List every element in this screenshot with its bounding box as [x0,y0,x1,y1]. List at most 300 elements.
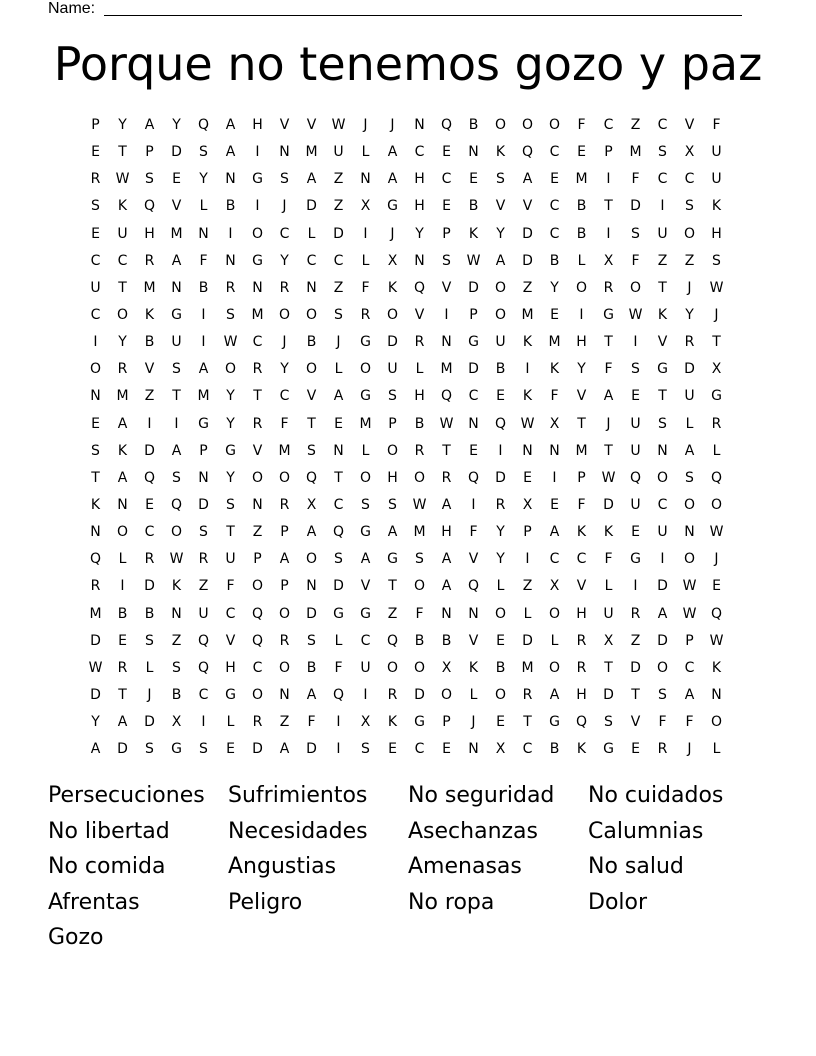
grid-letter: N [522,442,533,459]
grid-letter: S [172,659,181,676]
grid-letter: K [387,714,398,731]
grid-letter: E [442,198,451,215]
grid-letter: R [90,578,101,595]
grid-letter: W [88,659,103,676]
page-title: Porque no tenemos gozo y paz [53,37,763,91]
grid-letter: O [494,117,507,133]
grid-letter: H [144,225,155,242]
grid-letter: Q [197,117,210,133]
grid-row [82,655,730,682]
grid-letter: D [657,632,668,649]
grid-letter: Q [251,605,264,622]
grid-letter: D [495,469,506,486]
grid-letter: B [144,605,155,622]
word-list-item: Persecuciones [48,783,205,808]
grid-letter: V [495,198,506,215]
grid-letter: U [117,225,128,242]
grid-letter: M [305,144,318,161]
grid-letter: H [225,659,236,676]
grid-letter: V [441,279,452,296]
grid-letter: X [603,252,614,269]
grid-letter: L [712,442,721,459]
grid-letter: X [441,659,452,676]
grid-letter: Q [332,524,345,541]
grid-letter: V [360,578,371,595]
grid-letter: O [656,659,669,676]
grid-letter: U [90,279,101,296]
grid-letter: W [223,334,238,351]
grid-letter: U [603,605,614,622]
grid-letter: D [333,225,344,242]
grid-letter: M [170,225,183,242]
grid-letter: F [604,361,613,378]
grid-letter: O [440,686,453,703]
grid-letter: S [145,632,154,649]
grid-letter: S [226,306,235,323]
grid-letter: V [630,714,641,731]
grid-letter: H [711,225,722,242]
grid-letter: L [415,361,424,378]
grid-letter: Q [251,632,264,649]
grid-letter: G [549,714,560,731]
grid-letter: M [359,415,372,432]
grid-letter: V [576,388,587,405]
grid-letter: A [279,741,290,758]
grid-letter: M [197,388,210,405]
grid-letter: N [90,388,101,405]
grid-letter: V [144,361,155,378]
grid-letter: C [225,605,236,622]
grid-letter: O [116,524,129,541]
grid-letter: O [170,524,183,541]
grid-letter: O [683,225,696,242]
grid-letter: S [442,252,451,269]
grid-letter: B [576,198,587,215]
grid-letter: A [360,551,371,568]
grid-letter: M [413,524,426,541]
grid-letter: I [228,225,233,242]
grid-letter: S [199,144,208,161]
grid-letter: R [144,252,155,269]
grid-letter: C [549,225,560,242]
grid-letter: Y [415,225,424,242]
grid-letter: E [550,171,559,188]
grid-letter: U [387,361,398,378]
grid-row [82,709,730,736]
grid-letter: A [387,524,398,541]
grid-letter: E [631,388,640,405]
grid-letter: D [252,741,263,758]
grid-letter: R [603,279,614,296]
grid-letter: A [441,551,452,568]
grid-letter: M [440,361,453,378]
grid-letter: V [306,117,317,133]
grid-letter: T [307,415,316,432]
grid-letter: T [658,279,667,296]
grid-letter: N [414,252,425,269]
grid-letter: I [471,496,476,513]
grid-letter: O [278,306,291,323]
grid-letter: S [712,252,721,269]
grid-letter: P [577,469,586,486]
grid-letter: T [118,279,127,296]
grid-letter: Q [413,279,426,296]
grid-letter: O [278,605,291,622]
grid-letter: G [333,605,344,622]
grid-letter: A [603,388,614,405]
grid-letter: N [468,741,479,758]
word-list-item: Asechanzas [408,818,539,844]
grid-letter: C [117,252,128,269]
grid-letter: U [630,415,641,432]
grid-letter: Q [386,632,399,649]
grid-letter: H [414,388,425,405]
grid-letter: S [658,144,667,161]
grid-letter: L [361,252,370,269]
grid-letter: B [495,659,506,676]
grid-letter: K [117,442,128,459]
grid-letter: T [577,415,586,432]
grid-letter: O [116,306,129,323]
grid-letter: R [279,632,290,649]
word-row [48,885,768,921]
grid-letter: Y [496,551,505,568]
grid-letter: G [198,415,209,432]
grid-letter: E [469,442,478,459]
grid-letter: U [630,442,641,459]
grid-letter: I [147,415,152,432]
grid-letter: D [171,144,182,161]
grid-letter: D [90,632,101,649]
grid-letter: U [630,496,641,513]
grid-letter: G [603,741,614,758]
grid-letter: Q [575,714,588,731]
grid-letter: E [550,306,559,323]
grid-letter: A [549,524,560,541]
grid-letter: A [306,171,317,188]
grid-letter: X [360,714,371,731]
grid-letter: O [251,686,264,703]
grid-row [82,601,730,628]
grid-letter: N [414,117,425,133]
grid-letter: D [630,659,641,676]
grid-letter: N [252,279,263,296]
grid-letter: Z [333,279,344,296]
grid-letter: L [523,605,532,622]
grid-letter: F [550,388,559,405]
grid-letter: A [441,578,452,595]
grid-letter: X [387,252,398,269]
grid-letter: T [226,524,235,541]
grid-letter: U [198,605,209,622]
grid-letter: C [90,306,101,323]
grid-letter: I [363,225,368,242]
grid-letter: K [576,741,587,758]
grid-row [82,166,730,193]
grid-letter: Y [226,469,235,486]
grid-letter: O [278,659,291,676]
grid-letter: R [576,632,587,649]
grid-letter: A [117,415,128,432]
grid-letter: J [714,306,719,323]
grid-letter: N [306,578,317,595]
word-row [48,814,768,850]
grid-letter: O [548,605,561,622]
grid-letter: C [279,388,290,405]
grid-letter: D [468,361,479,378]
grid-letter: R [414,334,425,351]
grid-letter: O [494,306,507,323]
grid-letter: L [550,632,559,649]
grid-letter: H [252,117,263,133]
grid-letter: L [334,361,343,378]
grid-letter: T [253,388,262,405]
grid-letter: R [90,171,101,188]
grid-letter: H [576,334,587,351]
grid-row [82,329,730,356]
grid-letter: A [441,496,452,513]
grid-letter: J [282,198,287,215]
grid-letter: R [144,551,155,568]
grid-letter: Y [280,361,289,378]
grid-letter: O [251,469,264,486]
grid-row [82,465,730,492]
grid-letter: R [225,279,236,296]
grid-letter: O [413,469,426,486]
grid-letter: D [684,361,695,378]
grid-letter: D [198,496,209,513]
grid-row [82,356,730,383]
grid-letter: H [576,686,587,703]
grid-letter: I [255,198,260,215]
grid-letter: R [117,659,128,676]
grid-letter: R [198,551,209,568]
grid-letter: Q [494,415,507,432]
grid-letter: C [252,659,263,676]
grid-letter: B [414,632,425,649]
grid-letter: G [225,442,236,459]
grid-letter: Q [467,578,480,595]
grid-letter: O [575,279,588,296]
grid-letter: B [117,605,128,622]
grid-letter: V [171,198,182,215]
grid-letter: I [336,741,341,758]
grid-letter: D [306,198,317,215]
grid-letter: M [548,334,561,351]
grid-letter: I [363,686,368,703]
word-list-item: Dolor [588,889,648,915]
grid-letter: S [685,469,694,486]
grid-letter: K [495,144,506,161]
word-list [48,778,768,956]
grid-letter: X [306,496,317,513]
grid-letter: N [279,686,290,703]
grid-letter: N [225,252,236,269]
grid-letter: G [414,714,425,731]
grid-letter: C [144,524,155,541]
grid-letter: I [336,714,341,731]
grid-letter: A [657,605,668,622]
grid-letter: B [468,198,479,215]
grid-letter: X [549,578,560,595]
word-list-item: Gozo [48,925,104,950]
grid-letter: M [575,442,588,459]
grid-letter: P [253,551,262,568]
grid-letter: S [361,496,370,513]
grid-letter: I [525,551,530,568]
grid-letter: A [549,686,560,703]
word-list-item: Necesidades [228,818,368,844]
grid-letter: X [711,361,722,378]
grid-letter: Z [684,252,695,269]
grid-letter: S [145,741,154,758]
grid-letter: A [333,388,344,405]
grid-letter: I [498,442,503,459]
grid-letter: C [684,659,695,676]
grid-letter: T [118,144,127,161]
grid-letter: H [576,605,587,622]
grid-letter: I [174,415,179,432]
grid-letter: S [172,469,181,486]
grid-letter: M [629,144,642,161]
grid-letter: P [523,524,532,541]
grid-letter: R [576,659,587,676]
grid-letter: L [118,551,127,568]
grid-letter: C [90,252,101,269]
grid-letter: E [496,632,505,649]
grid-letter: N [90,524,101,541]
grid-letter: I [660,198,665,215]
grid-row [82,302,730,329]
grid-letter: X [684,144,695,161]
grid-letter: G [171,741,182,758]
grid-letter: O [413,578,426,595]
grid-letter: Q [305,469,318,486]
grid-letter: W [709,632,724,649]
word-list-item: Angustias [228,854,337,879]
grid-letter: Q [440,117,453,133]
grid-letter: R [522,686,533,703]
grid-letter: S [91,442,100,459]
grid-letter: L [145,659,154,676]
grid-letter: F [226,578,235,595]
grid-letter: E [469,171,478,188]
grid-letter: D [630,198,641,215]
grid-letter: L [361,144,370,161]
grid-letter: U [684,388,695,405]
grid-letter: Y [91,714,100,731]
grid-letter: U [171,334,182,351]
grid-letter: P [199,442,208,459]
word-list-item: Amenasas [408,854,522,879]
grid-letter: Y [496,225,505,242]
grid-letter: O [413,659,426,676]
grid-letter: I [120,578,125,595]
grid-letter: A [117,469,128,486]
grid-letter: K [468,659,479,676]
grid-letter: O [224,361,237,378]
grid-letter: R [279,279,290,296]
grid-letter: N [171,279,182,296]
grid-letter: F [712,117,721,133]
word-list-item: No seguridad [408,783,555,808]
grid-letter: E [496,388,505,405]
grid-letter: G [171,306,182,323]
grid-letter: S [388,388,397,405]
grid-letter: G [468,334,479,351]
grid-letter: R [441,469,452,486]
grid-letter: O [359,361,372,378]
grid-letter: S [496,171,505,188]
grid-letter: Y [280,252,289,269]
grid-letter: O [386,442,399,459]
grid-letter: W [682,605,697,622]
grid-letter: W [709,524,724,541]
grid-letter: M [521,306,534,323]
grid-letter: R [387,686,398,703]
grid-letter: N [468,144,479,161]
grid-letter: O [305,306,318,323]
grid-letter: E [631,741,640,758]
grid-letter: A [495,252,506,269]
grid-letter: D [603,496,614,513]
grid-letter: Q [143,198,156,215]
grid-letter: W [709,279,724,296]
grid-letter: L [361,442,370,459]
grid-letter: W [412,496,427,513]
grid-letter: A [279,551,290,568]
grid-letter: J [390,225,395,242]
grid-letter: O [710,496,723,513]
grid-letter: N [198,469,209,486]
grid-letter: F [361,279,370,296]
grid-letter: W [331,117,346,133]
grid-letter: U [711,171,722,188]
grid-row [82,248,730,275]
grid-letter: O [521,117,534,133]
grid-letter: D [522,225,533,242]
grid-letter: D [144,578,155,595]
grid-letter: S [361,741,370,758]
grid-letter: Z [144,388,155,405]
grid-letter: Y [496,524,505,541]
word-list-item: Afrentas [48,889,140,915]
grid-letter: E [145,496,154,513]
grid-letter: E [91,415,100,432]
grid-letter: P [604,144,613,161]
grid-letter: C [657,171,668,188]
grid-letter: M [521,659,534,676]
grid-letter: V [225,632,236,649]
grid-letter: Z [522,578,533,595]
grid-letter: K [711,659,722,676]
grid-letter: V [684,117,695,133]
grid-letter: E [577,144,586,161]
grid-letter: B [549,741,560,758]
grid-letter: W [682,578,697,595]
grid-letter: R [279,496,290,513]
grid-letter: D [468,279,479,296]
grid-letter: D [90,686,101,703]
grid-letter: A [522,171,533,188]
grid-letter: U [360,659,371,676]
grid-letter: Q [143,469,156,486]
grid-letter: W [169,551,184,568]
grid-letter: S [415,551,424,568]
grid-letter: M [278,442,291,459]
grid-row [82,682,730,709]
grid-letter: E [172,171,181,188]
